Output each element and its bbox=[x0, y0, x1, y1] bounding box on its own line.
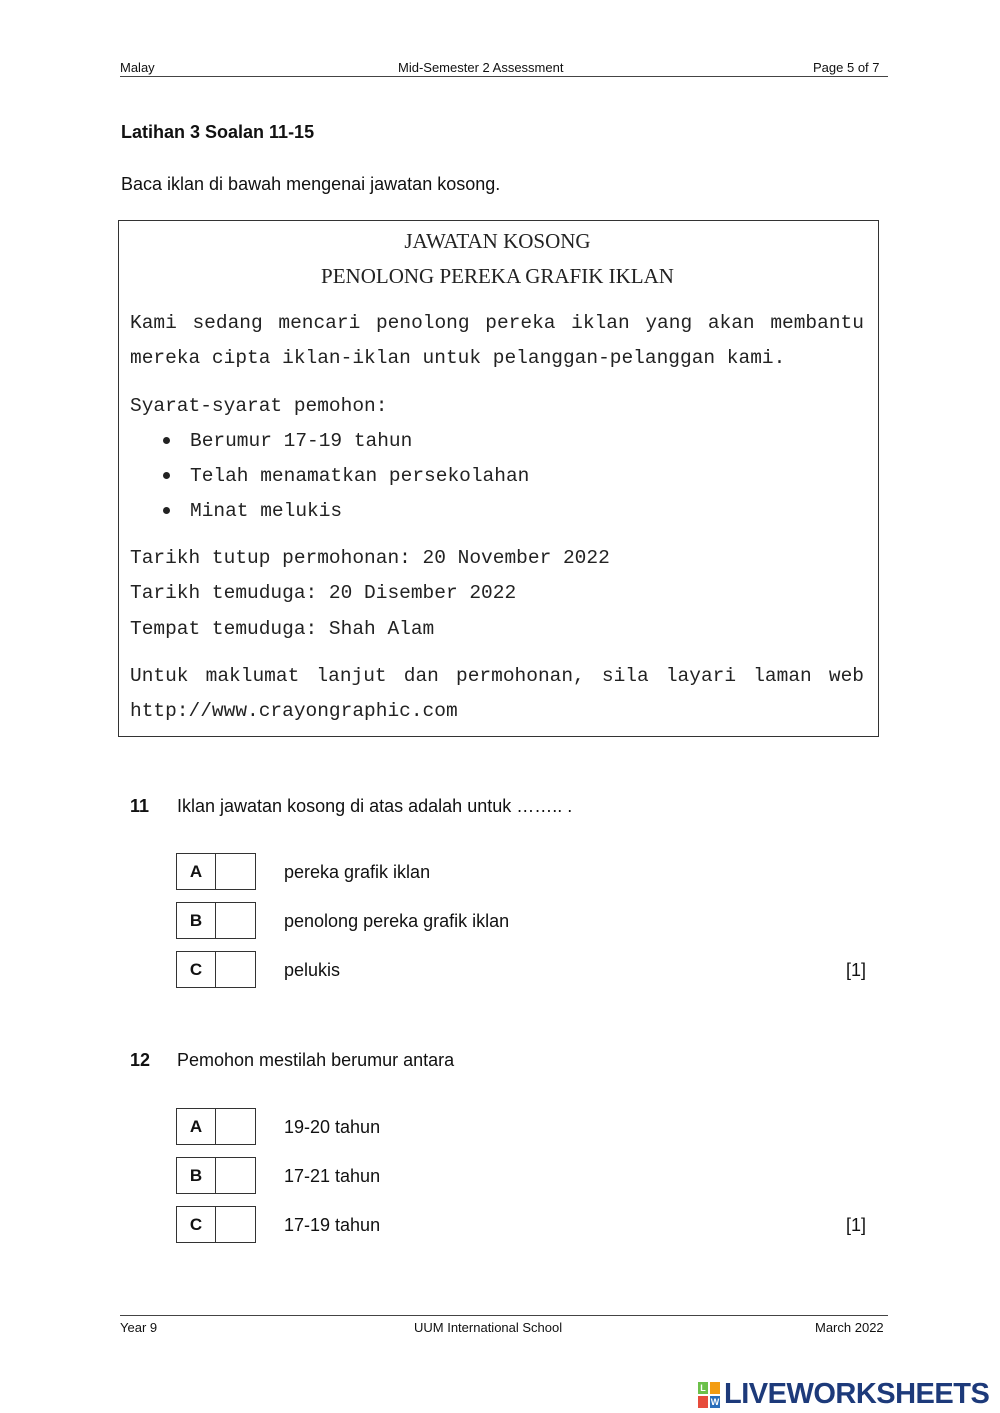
requirement-text: Telah menamatkan persekolahan bbox=[190, 465, 530, 487]
advert-info-line1 bbox=[130, 665, 864, 687]
option-letter: B bbox=[177, 903, 216, 938]
answer-slot[interactable] bbox=[216, 854, 255, 889]
q12-option-c-box[interactable] bbox=[176, 1206, 256, 1243]
advert-word: yang bbox=[645, 312, 693, 334]
q11-option-c-box[interactable] bbox=[176, 951, 256, 988]
advert-interview-place: Tempat temuduga: Shah Alam bbox=[130, 618, 435, 640]
logo-mark-letter: W bbox=[710, 1396, 720, 1407]
footer-divider bbox=[120, 1315, 888, 1316]
answer-slot[interactable] bbox=[216, 1109, 255, 1144]
advert-word: membantu bbox=[770, 312, 864, 334]
advert-word: sedang bbox=[192, 312, 263, 334]
instruction: Baca iklan di bawah mengenai jawatan kosong. bbox=[121, 174, 501, 194]
advert-intro-line1 bbox=[130, 312, 864, 334]
header-exam: Mid-Semester 2 Assessment bbox=[398, 60, 564, 75]
liveworksheets-logo-icon bbox=[698, 1382, 720, 1408]
advert-word: pereka bbox=[485, 312, 556, 334]
advert-website-link: http://www.crayongraphic.com bbox=[130, 700, 458, 722]
advert-word: laman bbox=[753, 665, 812, 687]
answer-slot[interactable] bbox=[216, 903, 255, 938]
q11-option-b-text: penolong pereka grafik iklan bbox=[284, 911, 510, 931]
section-title: Latihan 3 Soalan 11-15 bbox=[121, 122, 315, 142]
option-letter: B bbox=[177, 1158, 216, 1193]
bullet-icon bbox=[163, 507, 170, 514]
q12-option-a-text: 19-20 tahun bbox=[284, 1117, 381, 1137]
advert-word: mencari bbox=[278, 312, 361, 334]
liveworksheets-wordmark: LIVEWORKSHEETS bbox=[724, 1378, 990, 1410]
footer-year: Year 9 bbox=[120, 1320, 158, 1335]
q11-option-c-text: pelukis bbox=[284, 960, 341, 980]
header-page: Page 5 of 7 bbox=[813, 60, 880, 75]
q11-option-a-box[interactable] bbox=[176, 853, 256, 890]
q12-option-c-text: 17-19 tahun bbox=[284, 1215, 381, 1235]
q12-option-b-text: 17-21 tahun bbox=[284, 1166, 381, 1186]
requirement-text: Berumur 17-19 tahun bbox=[190, 430, 413, 452]
q12-marks: [1] bbox=[845, 1215, 866, 1235]
logo-mark-letter: L bbox=[698, 1382, 708, 1394]
option-letter: A bbox=[177, 1109, 216, 1144]
answer-slot[interactable] bbox=[216, 952, 255, 987]
advert-interview-date: Tarikh temuduga: 20 Disember 2022 bbox=[130, 582, 517, 604]
advert-word: iklan bbox=[571, 312, 630, 334]
answer-slot[interactable] bbox=[216, 1207, 255, 1242]
question-11-text: Iklan jawatan kosong di atas adalah untuk …….. . bbox=[177, 796, 573, 816]
advert-title: JAWATAN KOSONG bbox=[404, 229, 591, 253]
header-subject: Malay bbox=[120, 60, 155, 75]
advert-closing-date: Tarikh tutup permohonan: 20 November 2022 bbox=[130, 547, 610, 569]
advert-word: dan bbox=[403, 665, 439, 687]
q11-marks: [1] bbox=[845, 960, 866, 980]
advert-word: penolong bbox=[375, 312, 470, 334]
logo-mark-cell bbox=[710, 1382, 720, 1394]
bullet-icon bbox=[163, 472, 170, 479]
option-letter: C bbox=[177, 952, 216, 987]
q12-option-b-box[interactable] bbox=[176, 1157, 256, 1194]
question-11-number: 11 bbox=[130, 796, 150, 816]
footer-date: March 2022 bbox=[815, 1320, 884, 1335]
advert-word: Untuk bbox=[130, 665, 189, 687]
answer-slot[interactable] bbox=[216, 1158, 255, 1193]
advert-subtitle: PENOLONG PEREKA GRAFIK IKLAN bbox=[321, 264, 674, 288]
advert-word: akan bbox=[707, 312, 755, 334]
logo-mark-cell bbox=[698, 1396, 708, 1408]
advert-word: permohonan, bbox=[456, 665, 585, 687]
footer-school: UUM International School bbox=[414, 1320, 563, 1335]
advert-word: lanjut bbox=[316, 665, 387, 687]
header-divider bbox=[120, 76, 888, 77]
option-letter: A bbox=[177, 854, 216, 889]
question-12-number: 12 bbox=[130, 1050, 151, 1070]
q12-option-a-box[interactable] bbox=[176, 1108, 256, 1145]
liveworksheets-logo[interactable] bbox=[698, 1378, 989, 1411]
advert-word: sila bbox=[601, 665, 649, 687]
q11-option-b-box[interactable] bbox=[176, 902, 256, 939]
advert-requirements-label: Syarat-syarat pemohon: bbox=[130, 395, 388, 417]
question-12-text: Pemohon mestilah berumur antara bbox=[177, 1050, 455, 1070]
advert-word: maklumat bbox=[205, 665, 300, 687]
advert-word: web bbox=[828, 665, 864, 687]
q11-option-a-text: pereka grafik iklan bbox=[284, 862, 431, 882]
advert-word: layari bbox=[665, 665, 737, 687]
advert-intro-line2: mereka cipta iklan-iklan untuk pelanggan-pelanggan kami. bbox=[130, 347, 786, 369]
option-letter: C bbox=[177, 1207, 216, 1242]
bullet-icon bbox=[163, 437, 170, 444]
advert-word: Kami bbox=[130, 312, 177, 334]
requirement-item bbox=[163, 430, 412, 452]
requirement-item bbox=[163, 500, 342, 522]
requirement-item bbox=[163, 465, 529, 487]
requirement-text: Minat melukis bbox=[190, 500, 343, 522]
